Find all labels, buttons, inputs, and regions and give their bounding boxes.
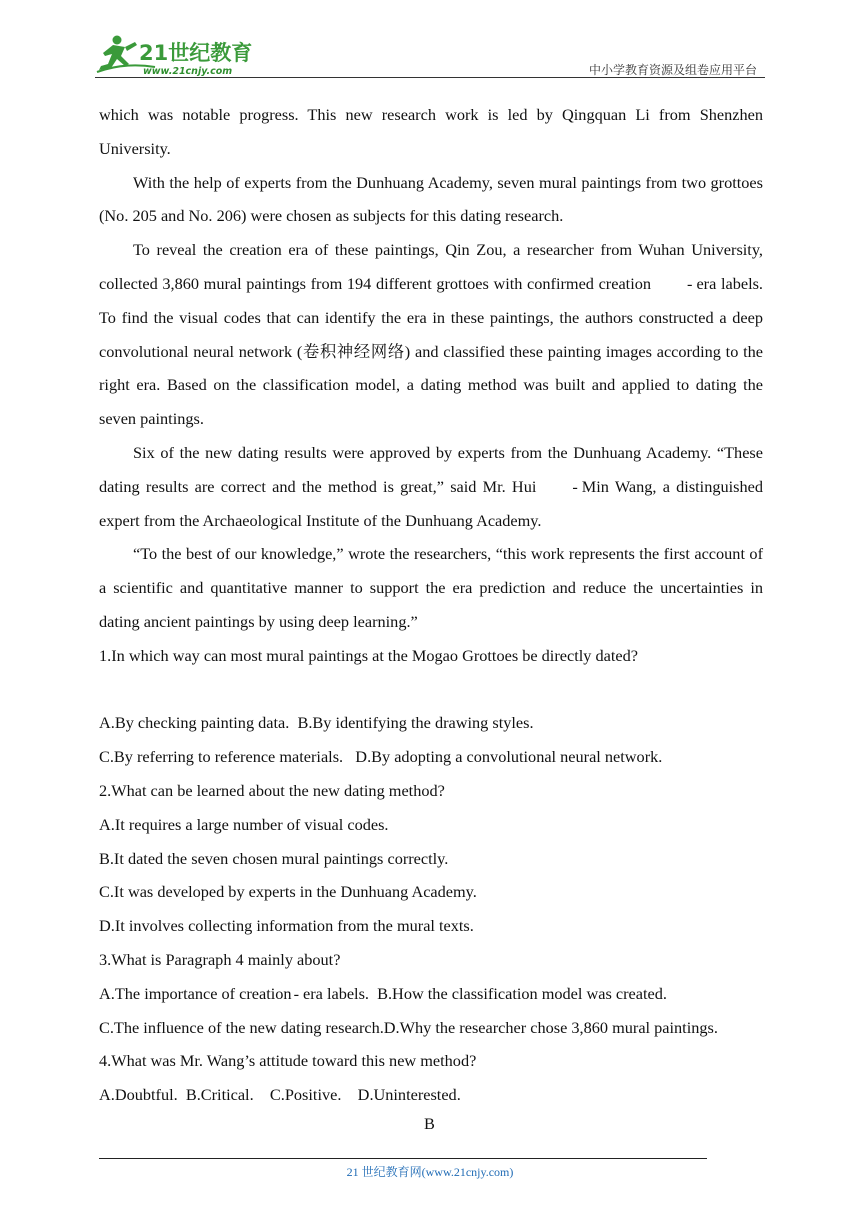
question-3-options-ab (99, 977, 763, 1011)
section-heading: B (424, 1114, 435, 1133)
passage-paragraph: which was notable progress. This new research work is led by Qingquan Li from Shenzhen University. (99, 105, 763, 158)
passage-paragraph: “To the best of our knowledge,” wrote the researchers, “this work represents the first account of a scientific and quantitative manner to support the era prediction and reduce the uncertainties in dating ancient paintings by using deep learning.” (99, 544, 763, 631)
header-divider (95, 77, 765, 78)
hyphen: - (687, 273, 693, 293)
question-2-option-c: C.It was developed by experts in the Dunhuang Academy. (99, 882, 477, 902)
site-logo (95, 34, 265, 78)
page-header (95, 28, 765, 80)
footer-divider (99, 1158, 707, 1159)
passage-paragraph (99, 436, 763, 537)
logo-text: 21世纪教育 (139, 41, 253, 65)
logo-url: www.21cnjy.com (143, 66, 233, 77)
question-3: 3.What is Paragraph 4 mainly about? (99, 949, 341, 969)
paragraph-text: Min Wang, a distinguished expert from the Archaeological Institute of the Dunhuang Academy. (99, 476, 763, 530)
question-2-option-a: A.It requires a large number of visual codes. (99, 814, 389, 834)
option-text: era labels. B.How the classification model was created. (303, 983, 667, 1003)
question-2-option-d: D.It involves collecting information from the mural texts. (99, 916, 474, 936)
question-2-option-b: B.It dated the seven chosen mural paintings correctly. (99, 848, 449, 868)
passage-paragraph: With the help of experts from the Dunhuang Academy, seven mural paintings from two grottoes (No. 205 and No. 206) were chosen as subjects for this dating research. (99, 172, 763, 226)
question-3-options-cd: C.The influence of the new dating research.D.Why the researcher chose 3,860 mural paintings. (99, 1017, 718, 1037)
paragraph-text: era labels. To find the visual codes that can identify the era in these paintings, the authors constructed a deep convolutional neural network (卷积神经网络) and classified these painting images according to the right era. Based on the classification model, a dating method was built and applied to dating the seven paintings. (99, 273, 763, 429)
header-platform-text: 中小学教育资源及组卷应用平台 (588, 63, 757, 77)
question-4: 4.What was Mr. Wang’s attitude toward this new method? (99, 1051, 477, 1071)
hyphen: - (293, 983, 299, 1003)
paragraph-text: To reveal the creation era of these paintings, Qin Zou, a researcher from Wuhan University, collected 3,860 mural paintings from 194 different grottoes with confirmed creation (99, 240, 763, 293)
paragraph-text: Six of the new dating results were approved by experts from the Dunhuang Academy. “These dating results are correct and the method is great,” said Mr. Hui (99, 442, 763, 496)
hyphen: - (572, 476, 578, 496)
page-content (99, 98, 763, 1112)
passage-paragraph (99, 233, 763, 436)
question-4-options: A.Doubtful. B.Critical. C.Positive. D.Uninterested. (99, 1085, 461, 1105)
footer-link[interactable]: 21 世纪教育网(www.21cnjy.com) (346, 1165, 514, 1179)
question-2: 2.What can be learned about the new dating method? (99, 780, 445, 800)
blank-line (99, 673, 763, 707)
question-1: 1.In which way can most mural paintings at the Mogao Grottoes be directly dated? (99, 645, 638, 665)
question-1-options-ab: A.By checking painting data. B.By identifying the drawing styles. (99, 713, 534, 733)
question-1-options-cd: C.By referring to reference materials. D.By adopting a convolutional neural network. (99, 747, 663, 767)
option-text: A.The importance of creation (99, 983, 292, 1003)
